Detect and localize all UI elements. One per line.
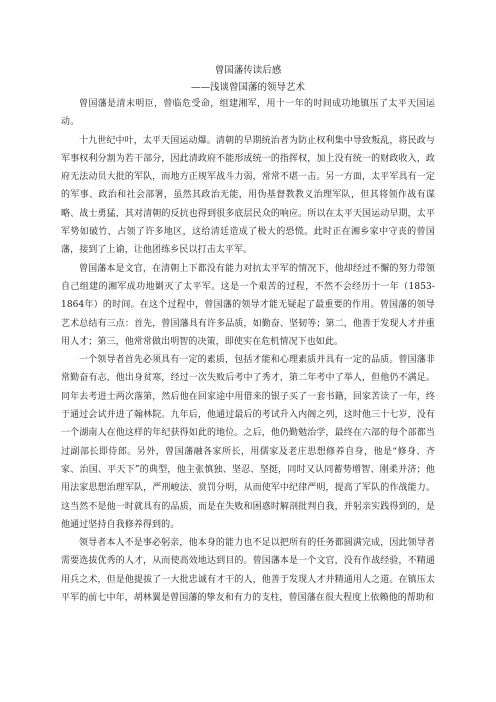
paragraph-1: 曾国藩是清末明臣，曾临危受命，组建湘军，用十一年的时间成功地镇压了太平天国运动。: [61, 99, 435, 128]
document-title: 曾国藩传读后感: [214, 65, 282, 76]
document-page: [61, 64, 435, 607]
paragraph-5: 领导者本人不是事必躬亲，他本身的能力也不足以把所有的任务都圆满完成，因此领导者需要选拔优秀的人才，从而使高效地达到目的。曾国藩本是一个文官，没有作战经验，不精通用兵之术，但是他提拔了一大批忠诚有才干的人，他善于发现人才并精通用人之道。在镇压太平军的前七中年，胡林翼是曾国藩的挚友和有力的支柱，曾国藩在很大程度上依赖他的帮助和: [61, 538, 435, 604]
paragraph-2: 十九世纪中叶，太平天国运动爆。清朝的早期统治者为防止权利集中导致叛乱，将民政与军事权利分割为若干部分，因此清政府不能形成统一的指挥权，加上没有统一的财政收入，政府无法动员大批的军队，而地方正规军战斗力弱，常常不堪一击。另一方面，太平军具有一定的军事、政治和社会部署，虽然其政治无能，用伪基督教教义治理军队，但其将领作战有谋略、战士勇猛，其对清朝的反抗也得到很多底层民众的响应。所以在太平天国运动早期，太平军势如破竹，占领了许多地区，这给清廷造成了极大的恐慌。此时正在湘乡家中守丧的曾国藩，接到了上谕，让他团练乡民以打击太平军。: [61, 135, 435, 256]
document-subtitle: ——浅谈曾国藩的领导艺术: [190, 82, 305, 93]
paragraph-4: 一个领导者首先必须具有一定的素质，包括才能和心理素质并具有一定的品质。曾国藩非常勤奋有志，他出身贫寒，经过一次失败后考中了秀才，第二年考中了举人，但他仍不满足。同年去考进士两次落第，然后他在回家途中用借来的银子买了一套书籍，回家苦读了一年，终于通过会试并进了翰林院。九年后，他通过最后的考试升入内阁之列，这时他三十七岁，没有一个湖南人在他这样的年纪获得如此的地位。之后，他仍勤勉治学，最终在六部的每个部都当过副部长即侍郎。另外，曾国藩融各家所长，用儒家及老庄思想修养自身，他是“修身、齐家、治国、平天下”的典型，他主张慎独、坚忍、坚挺，同时又认同蓄势增智、刚柔并济；他用法家思想治理军队，严刑峻法、赏罚分明，从而使军中纪律严明，提高了军队的作战能力。这当然不是他一时就具有的品质，而是在失败和困惑时解剖批判自我，并躬亲实践得到的，是他通过坚持自我修养得到的。: [61, 355, 435, 530]
paragraph-3: 曾国藩本是文官，在清朝上下都没有能力对抗太平军的情况下，他却经过不懈的努力带领自己组建的湘军成功地剿灭了太平军。这是一个艰苦的过程，不然不会经历十一年（1853-1864年）的时间。在这个过程中，曾国藩的领导才能无疑起了最重要的作用。曾国藩的领导艺术总结有三点：首先，曾国藩具有许多品质，如勤奋、坚韧等；第二，他善于发现人才并重用人才；第三，他常常做出明智的决策，即使实在危机情况下也如此。: [61, 263, 435, 347]
